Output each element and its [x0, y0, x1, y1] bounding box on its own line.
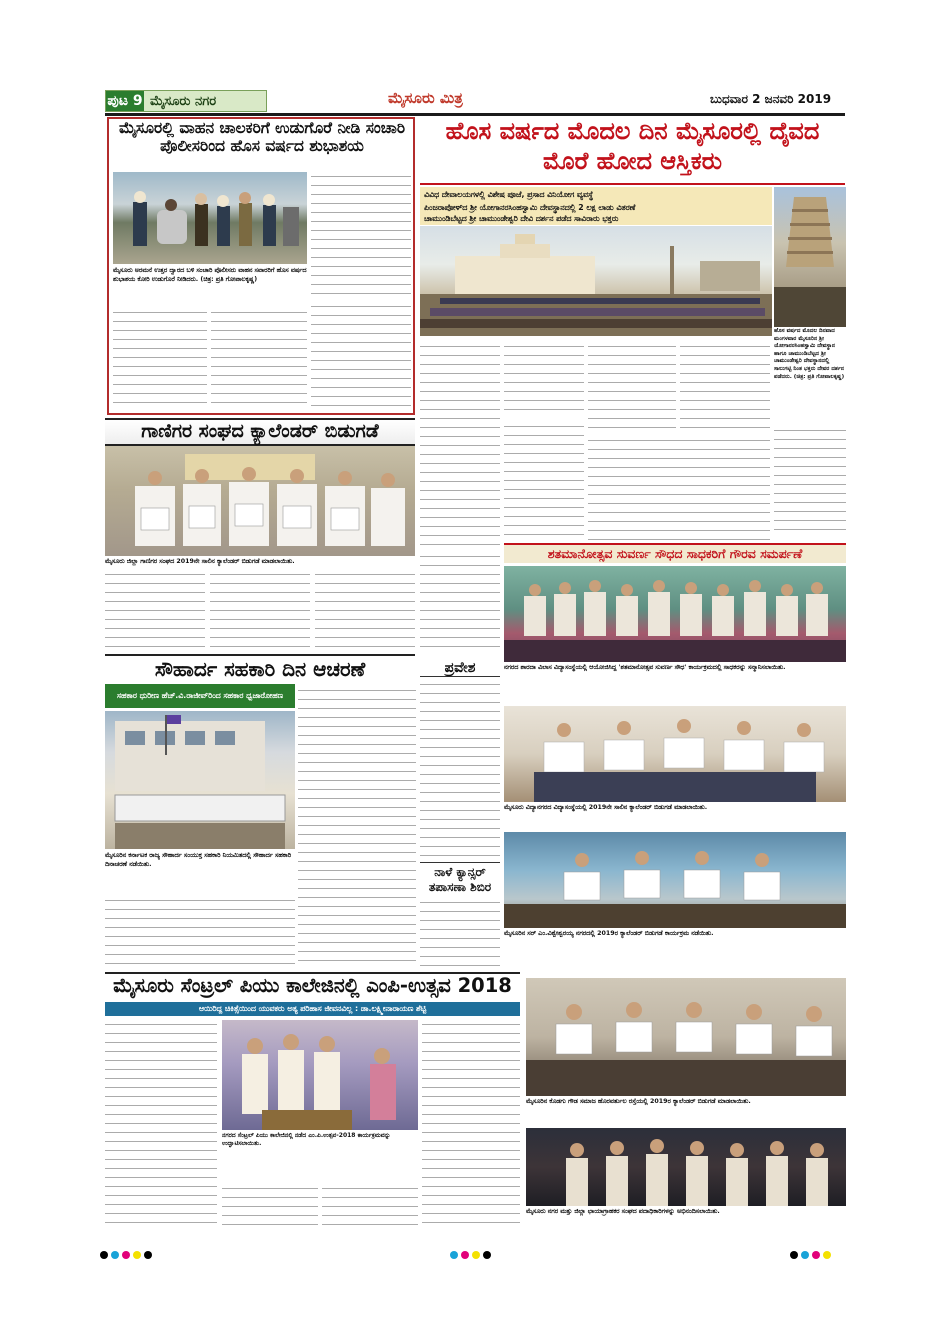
body-central-pu-col3 [322, 1184, 418, 1230]
body-traffic-col1b [211, 308, 307, 410]
body-traffic-col3 [311, 302, 411, 410]
photo-central-pu [222, 1020, 418, 1130]
bullet-3: ಚಾಮುಂಡಿಬೆಟ್ಟದ ಶ್ರೀ ಚಾಮುಂಡೇಶ್ವರಿ ದೇವಿ ದರ್ಶನ ಪಡೆದ ಸಾವಿರಾರು ಭಕ್ತರು [424, 214, 619, 223]
body-temples-col4 [680, 342, 770, 432]
caption-felicitation: ಮೈಸೂರು ನಗರ ಮತ್ತು ಜಿಲ್ಲಾ ಛಾಯಾಗ್ರಾಹಕರ ಸಂಘದ ಪದಾಧಿಕಾರಿಗಳನ್ನು ಅಭಿನಂದಿಸಲಾಯಿತು. [526, 1208, 720, 1215]
masthead: ಮೈಸೂರು ಮಿತ್ರ [388, 89, 463, 107]
caption-temples: ಹೊಸ ವರ್ಷದ ಮೊದಲ ದಿನವಾದ ಮಂಗಳವಾರ ಮೈಸೂರಿನ ಶ್ರೀ ಯೋಗಾನರಸಿಂಹಸ್ವಾಮಿ ದೇವಸ್ಥಾನ ಹಾಗೂ ಚಾಮುಂಡಿಬೆಟ್ಟದ ಶ್ರೀ ಚಾಮುಂಡೇಶ್ವರಿ ದೇವಸ್ಥಾನದಲ್ಲಿ ಸಾಲುಗಟ್ಟಿ ನಿಂತ ಭಕ್ತರು ದೇವರ ದರ್ಶನ ಪಡೆದರು. (ಚಿತ್ರ: ಪ್ರತಿ ಗೋಪಾಲಕೃಷ್ಣ) [774, 328, 845, 380]
body-cancer-camp [420, 898, 500, 968]
body-temples-col3b [588, 436, 770, 540]
photo-ganiga [105, 446, 415, 556]
headline-traffic-police: ಮೈಸೂರಲ್ಲಿ ವಾಹನ ಚಾಲಕರಿಗೆ ಉಡುಗೊರೆ ನೀಡಿ ಸಂಚಾರಿ ಪೊಲೀಸರಿಂದ ಹೊಸ ವರ್ಷದ ಶುಭಾಶಯ [118, 119, 406, 155]
photo-temple-crowd [420, 226, 772, 336]
body-temples-col1 [420, 342, 500, 548]
rule-temples [420, 183, 845, 185]
headline-cancer-camp: ನಾಳೆ ಕ್ಯಾನ್ಸರ್ ತಪಾಸಣಾ ಶಿಬಿರ [420, 862, 500, 895]
section-title: ಮೈಸೂರು ನಗರ [150, 93, 217, 109]
caption-calendar-3: ಮೈಸೂರಿನ ಕೊಡಗು ಗೌಡ ಸಮಾಜ ಹೊರವರ್ತುಲ ರಸ್ತೆಯಲ್ಲಿ 2019ರ ಕ್ಯಾಲೆಂಡರ್ ಬಿಡುಗಡೆ ಮಾಡಲಾಯಿತು. [526, 1098, 751, 1105]
photo-calendar-2 [504, 832, 846, 928]
issue-date: ಬುಧವಾರ 2 ಜನವರಿ 2019 [710, 92, 832, 106]
body-temples-col2 [504, 342, 584, 418]
headline-ganiga: ಗಾಣಿಗರ ಸಂಘದ ಕ್ಯಾಲೆಂಡರ್ ಬಿಡುಗಡೆ [105, 418, 415, 446]
body-traffic-col2 [311, 172, 411, 298]
photo-calendar-3 [526, 978, 846, 1096]
subhead-central-pu: ಆಯಿರಿದ್ದ ಚಿಕಿತ್ಸೆಯಿಂದ ಯುವಕರು ಅತ್ಯ ಪರಿಹಾಸ ಜೀವನವಿಲ್ಲ : ಡಾ.ಲಕ್ಷ್ಮೀನಾರಾಯಣ ಶೆಟ್ಟಿ [105, 1002, 520, 1016]
headline-central-pu: ಮೈಸೂರು ಸೆಂಟ್ರಲ್ ಪಿಯು ಕಾಲೇಜಿನಲ್ಲಿ ಎಂಪಿ-ಉತ್ಸವ 2018 [105, 972, 520, 997]
body-pravesha [420, 680, 500, 860]
caption-central-pu: ನಗರದ ಸೆಂಟ್ರಲ್ ಪಿಯು ಕಾಲೇಜಿನಲ್ಲಿ ನಡೆದ ಎಂ.ಪಿ.ಉತ್ಸವ-2018 ಕಾರ್ಯಕ್ರಮವನ್ನು ಉದ್ಘಾಟಿಸಲಾಯಿತು. [222, 1132, 391, 1147]
photo-felicitation [526, 1128, 846, 1206]
caption-souharda: ಮೈಸೂರಿನ ಕರ್ನಾಟಕ ರಾಜ್ಯ ಸೌಹಾರ್ದ ಸಂಯುಕ್ತ ಸಹಕಾರಿ ನಿಯಮಿತದಲ್ಲಿ ಸೌಹಾರ್ದ ಸಹಕಾರಿ ದಿನಾಚರಣೆ ನಡೆಯಿತು. [105, 852, 292, 868]
body-souharda-col2 [298, 686, 416, 968]
photo-souharda [105, 711, 295, 849]
photo-traffic-police [113, 172, 307, 264]
body-temples-col5 [774, 426, 846, 538]
caption-calendar-1: ಮೈಸೂರು ವಿದ್ಯಾನಗರದ ವಿದ್ಯಾಸಂಸ್ಥೆಯಲ್ಲಿ 2019ನೇ ಸಾಲಿನ ಕ್ಯಾಲೆಂಡರ್ ಬಿಡುಗಡೆ ಮಾಡಲಾಯಿತು. [504, 804, 708, 811]
body-temples-col1b [420, 552, 500, 652]
headline-temples: ಹೊಸ ವರ್ಷದ ಮೊದಲ ದಿನ ಮೈಸೂರಲ್ಲಿ ದೈವದ ಮೊರೆ ಹೋದ ಆಸ್ತಿಕರು [445, 117, 820, 175]
body-temples-col2b [504, 422, 584, 548]
body-traffic-col1 [113, 308, 207, 410]
registration-marks-left [100, 1244, 155, 1263]
caption-ganiga: ಮೈಸೂರು ಜಿಲ್ಲಾ ಗಾಣಿಗರ ಸಂಘದ 2019ನೇ ಸಾಲಿನ ಕ್ಯಾಲೆಂಡರ್ ಬಿಡುಗಡೆ ಮಾಡಲಾಯಿತು. [105, 558, 295, 565]
body-central-pu-col4 [422, 1020, 520, 1230]
registration-marks-center [450, 1244, 494, 1263]
bullet-box [420, 187, 772, 225]
subhead-souharda: ಸಹಕಾರ ಧುರೀಣ ಹೆಚ್.ವಿ.ರಾಜೀವ್‌ರಿಂದ ಸಹಕಾರ ಧ್ವಜಾರೋಹಣ [105, 684, 295, 708]
registration-marks-right [790, 1244, 834, 1263]
body-ganiga-col2 [210, 570, 310, 648]
headline-souharda: ಸೌಹಾರ್ದ ಸಹಕಾರಿ ದಿನ ಆಚರಣೆ [105, 654, 415, 681]
body-temples-col3 [588, 342, 676, 432]
caption-satamanotsava: ನಗರದ ಶಾರದಾ ವಿಲಾಸ ವಿದ್ಯಾಸಂಸ್ಥೆಯಲ್ಲಿ ಆಯೋಜಿಸಿದ್ದ 'ಶತಮಾನೋತ್ಸವ ಸುವರ್ಣ ಸೌಧ' ಕಾರ್ಯಕ್ರಮದಲ್ಲಿ ಸಾಧಕರನ್ನು ಸನ್ಮಾನಿಸಲಾಯಿತು. [504, 664, 786, 671]
bullet-1: ವಿವಿಧ ದೇವಾಲಯಗಳಲ್ಲಿ ವಿಶೇಷ ಪೂಜೆ, ಪ್ರಸಾದ ವಿನಿಯೋಗ ವ್ಯವಸ್ಥೆ [424, 190, 594, 199]
caption-traffic-police: ಮೈಸೂರು ಅರಮನೆ ಉತ್ತರ ದ್ವಾರದ ಬಳಿ ಸಂಚಾರಿ ಪೊಲೀಸರು ವಾಹನ ಸವಾರರಿಗೆ ಹೊಸ ವರ್ಷದ ಶುಭಾಶಯ ಕೋರಿ ಉಡುಗೊರೆ ನೀಡಿದರು. (ಚಿತ್ರ: ಪ್ರತಿ ಗೋಪಾಲಕೃಷ್ಣ) [113, 267, 307, 283]
body-central-pu-col2 [222, 1184, 318, 1230]
body-ganiga-col3 [315, 570, 415, 648]
photo-calendar-1 [504, 706, 846, 802]
body-ganiga-col1 [105, 570, 205, 648]
headline-bar-satamanotsava [504, 543, 846, 563]
bullet-2: ಪಿಂಜರಾಪೋಳ್‌ದ ಶ್ರೀ ಯೋಗಾನರಸಿಂಹಸ್ವಾಮಿ ದೇವಸ್ಥಾನದಲ್ಲಿ 2 ಲಕ್ಷ ಲಾಡು ವಿತರಣೆ [424, 203, 636, 212]
headline-satamanotsava: ಶತಮಾನೋತ್ಸವ ಸುವರ್ಣ ಸೌಧದ ಸಾಧಕರಿಗೆ ಗೌರವ ಸಮರ್ಪಣೆ [547, 546, 803, 561]
page-number: ಪುಟ 9 [107, 93, 143, 109]
body-central-pu-col1 [105, 1020, 217, 1230]
headline-pravesha: ಪ್ರವೇಶ [420, 660, 500, 677]
photo-gopura [774, 187, 846, 327]
caption-calendar-2: ಮೈಸೂರಿನ ಸರ್ ಎಂ.ವಿಶ್ವೇಶ್ವರಯ್ಯ ನಗರದಲ್ಲಿ 2019ರ ಕ್ಯಾಲೆಂಡರ್ ಬಿಡುಗಡೆ ಕಾರ್ಯಕ್ರಮ ನಡೆಯಿತು. [504, 930, 714, 937]
page-section-bar [105, 90, 267, 112]
photo-satamanotsava [504, 566, 846, 662]
body-souharda-col1 [105, 896, 295, 968]
